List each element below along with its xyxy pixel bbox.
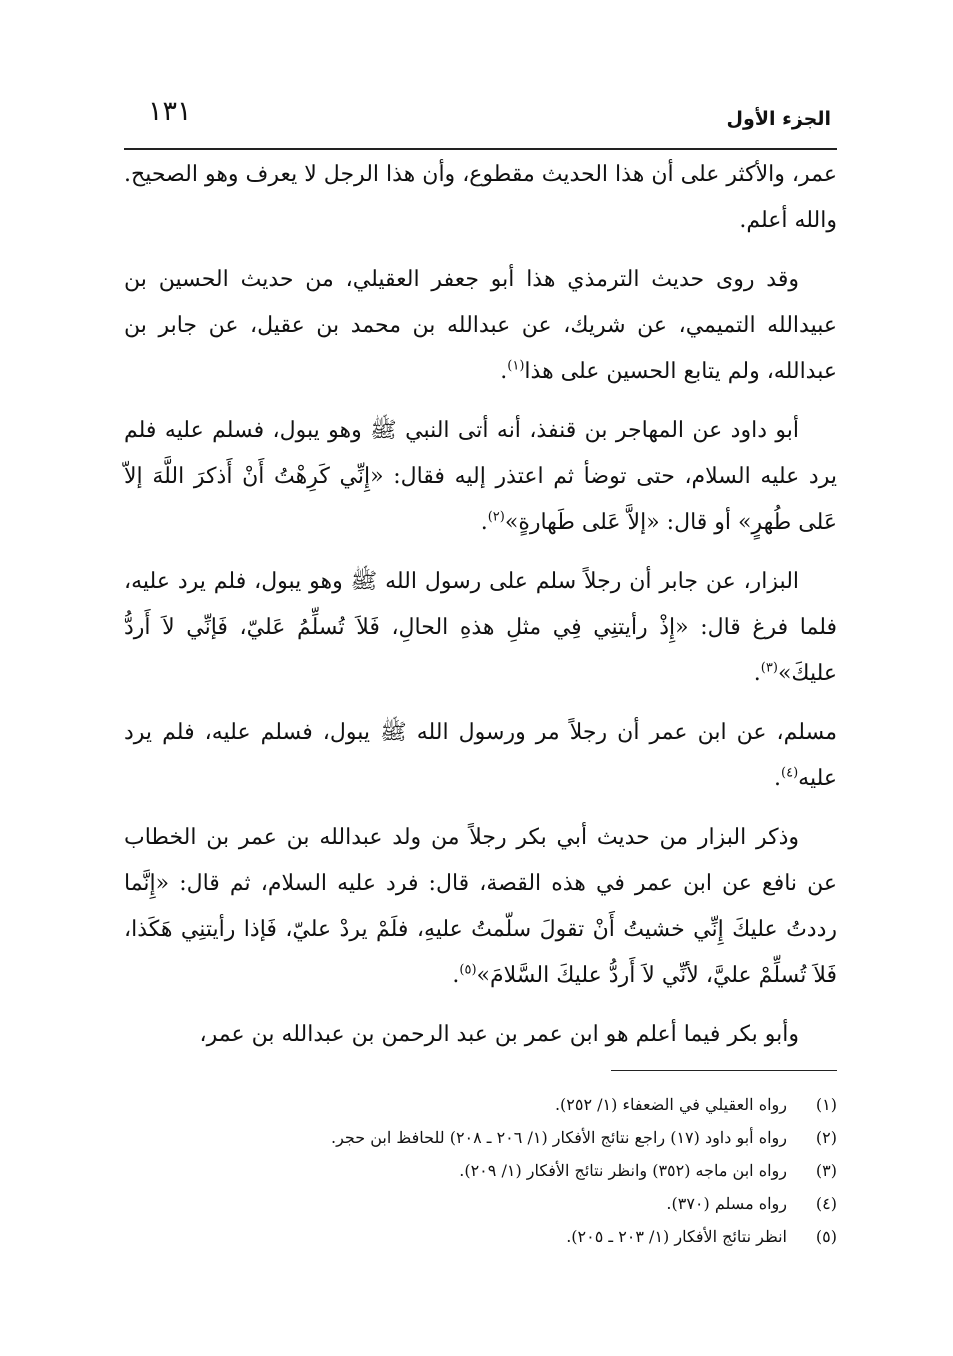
footnote-number: (٥)	[815, 1227, 837, 1246]
page-number: ١٣١	[148, 96, 192, 127]
paragraph: وقد روى حديث الترمذي هذا أبو جعفر العقيلي، من حديث الحسين بن عبيدالله التميمي، عن شريك، عن عبدالله بن محمد بن عقيل، عن جابر بن عبدالله، ولم يتابع الحسين على هذا$^{(١)}$.	[124, 267, 837, 384]
footnote-text: رواه مسلم (٣٧٠).	[666, 1194, 787, 1213]
footnote-separator	[611, 1070, 837, 1071]
footnote-ref[interactable]: (٣)	[760, 660, 778, 676]
running-title: الجزء الأول	[726, 108, 831, 130]
footnote-item	[124, 1154, 837, 1187]
footnote-number: (٤)	[815, 1194, 837, 1213]
footnote-number: (٣)	[815, 1161, 837, 1180]
main-text	[124, 152, 837, 1071]
footnote-text: رواه أبو داود (١٧) راجع نتائج الأفكار (١/ ٢٠٦ ـ ٢٠٨) للحافظ ابن حجر.	[331, 1128, 787, 1147]
paragraph: أبو داود عن المهاجر بن قنفذ، أنه أتى النبي ﷺ وهو يبول، فسلم عليه فلم يرد عليه السلام، حتى توضأ ثم اعتذر إليه فقال: «إِنِّي كَرِهْتُ أَنْ أَذكرَ اللَّهَ إلاّ عَلى طُهرٍ» أو قال: «إلاَّ عَلى طَهارةٍ»$^{(٢)}$.	[124, 418, 837, 535]
paragraph: عمر، والأكثر على أن هذا الحديث مقطوع، وأن هذا الرجل لا يعرف وهو الصحيح. والله أعلم.	[124, 162, 837, 233]
footnote-item	[124, 1187, 837, 1220]
footnote-ref[interactable]: (١)	[507, 358, 525, 374]
page-header	[124, 92, 837, 150]
footnote-text: رواه العقيلي في الضعفاء (١/ ٢٥٢).	[554, 1095, 787, 1114]
paragraph: البزار، عن جابر أن رجلاً سلم على رسول الله ﷺ وهو يبول، فلم يرد عليه، فلما فرغ قال: «إِذْ رأيتنِي فِي مثلِ هذهِ الحالِ، فَلاَ تُسلِّمُ عَليّ، فَإنِّي لاَ أَردُّ عليكَ»$^{(٣)}$.	[124, 569, 837, 686]
footnote-text: انظر نتائج الأفكار (١/ ٢٠٣ ـ ٢٠٥).	[566, 1227, 787, 1246]
footnote-ref[interactable]: (٢)	[487, 509, 505, 525]
footnote-number: (١)	[815, 1095, 837, 1114]
footnote-text: رواه ابن ماجه (٣٥٢) وانظر نتائج الأفكار (١/ ٢٠٩).	[459, 1161, 787, 1180]
footnote-item	[124, 1220, 837, 1253]
paragraph: مسلم، عن ابن عمر أن رجلاً مر ورسول الله ﷺ يبول، فسلم عليه، فلم يرد عليه$^{(٤)}$.	[124, 720, 837, 791]
footnote-item	[124, 1121, 837, 1154]
footnote-ref[interactable]: (٥)	[459, 962, 477, 978]
footnote-ref[interactable]: (٤)	[781, 765, 799, 781]
footnote-item	[124, 1088, 837, 1121]
footnote-number: (٢)	[815, 1128, 837, 1147]
paragraph: وذكر البزار من حديث أبي بكر رجلاً من ولد عبدالله بن عمر بن الخطاب عن نافع عن ابن عمر في هذه القصة، قال: فرد عليه السلام، ثم قال: «إِنَّما رددتُ عليكَ إِنِّي خشيتُ أَنْ تقولَ سلّمتُ عليهِ، فلَمْ يردْ عليّ، فَإذا رأيتنِي هَكَذا، فَلاَ تُسلِّمْ عليَّ، لأنِّي لاَ أَردُّ عليكَ السَّلامَ»$^{(٥)}$.	[124, 825, 838, 988]
footnotes	[124, 1088, 837, 1253]
paragraph: وأبو بكر فيما أعلم هو ابن عمر بن عبد الرحمن بن عبدالله بن عمر،	[199, 1022, 799, 1047]
